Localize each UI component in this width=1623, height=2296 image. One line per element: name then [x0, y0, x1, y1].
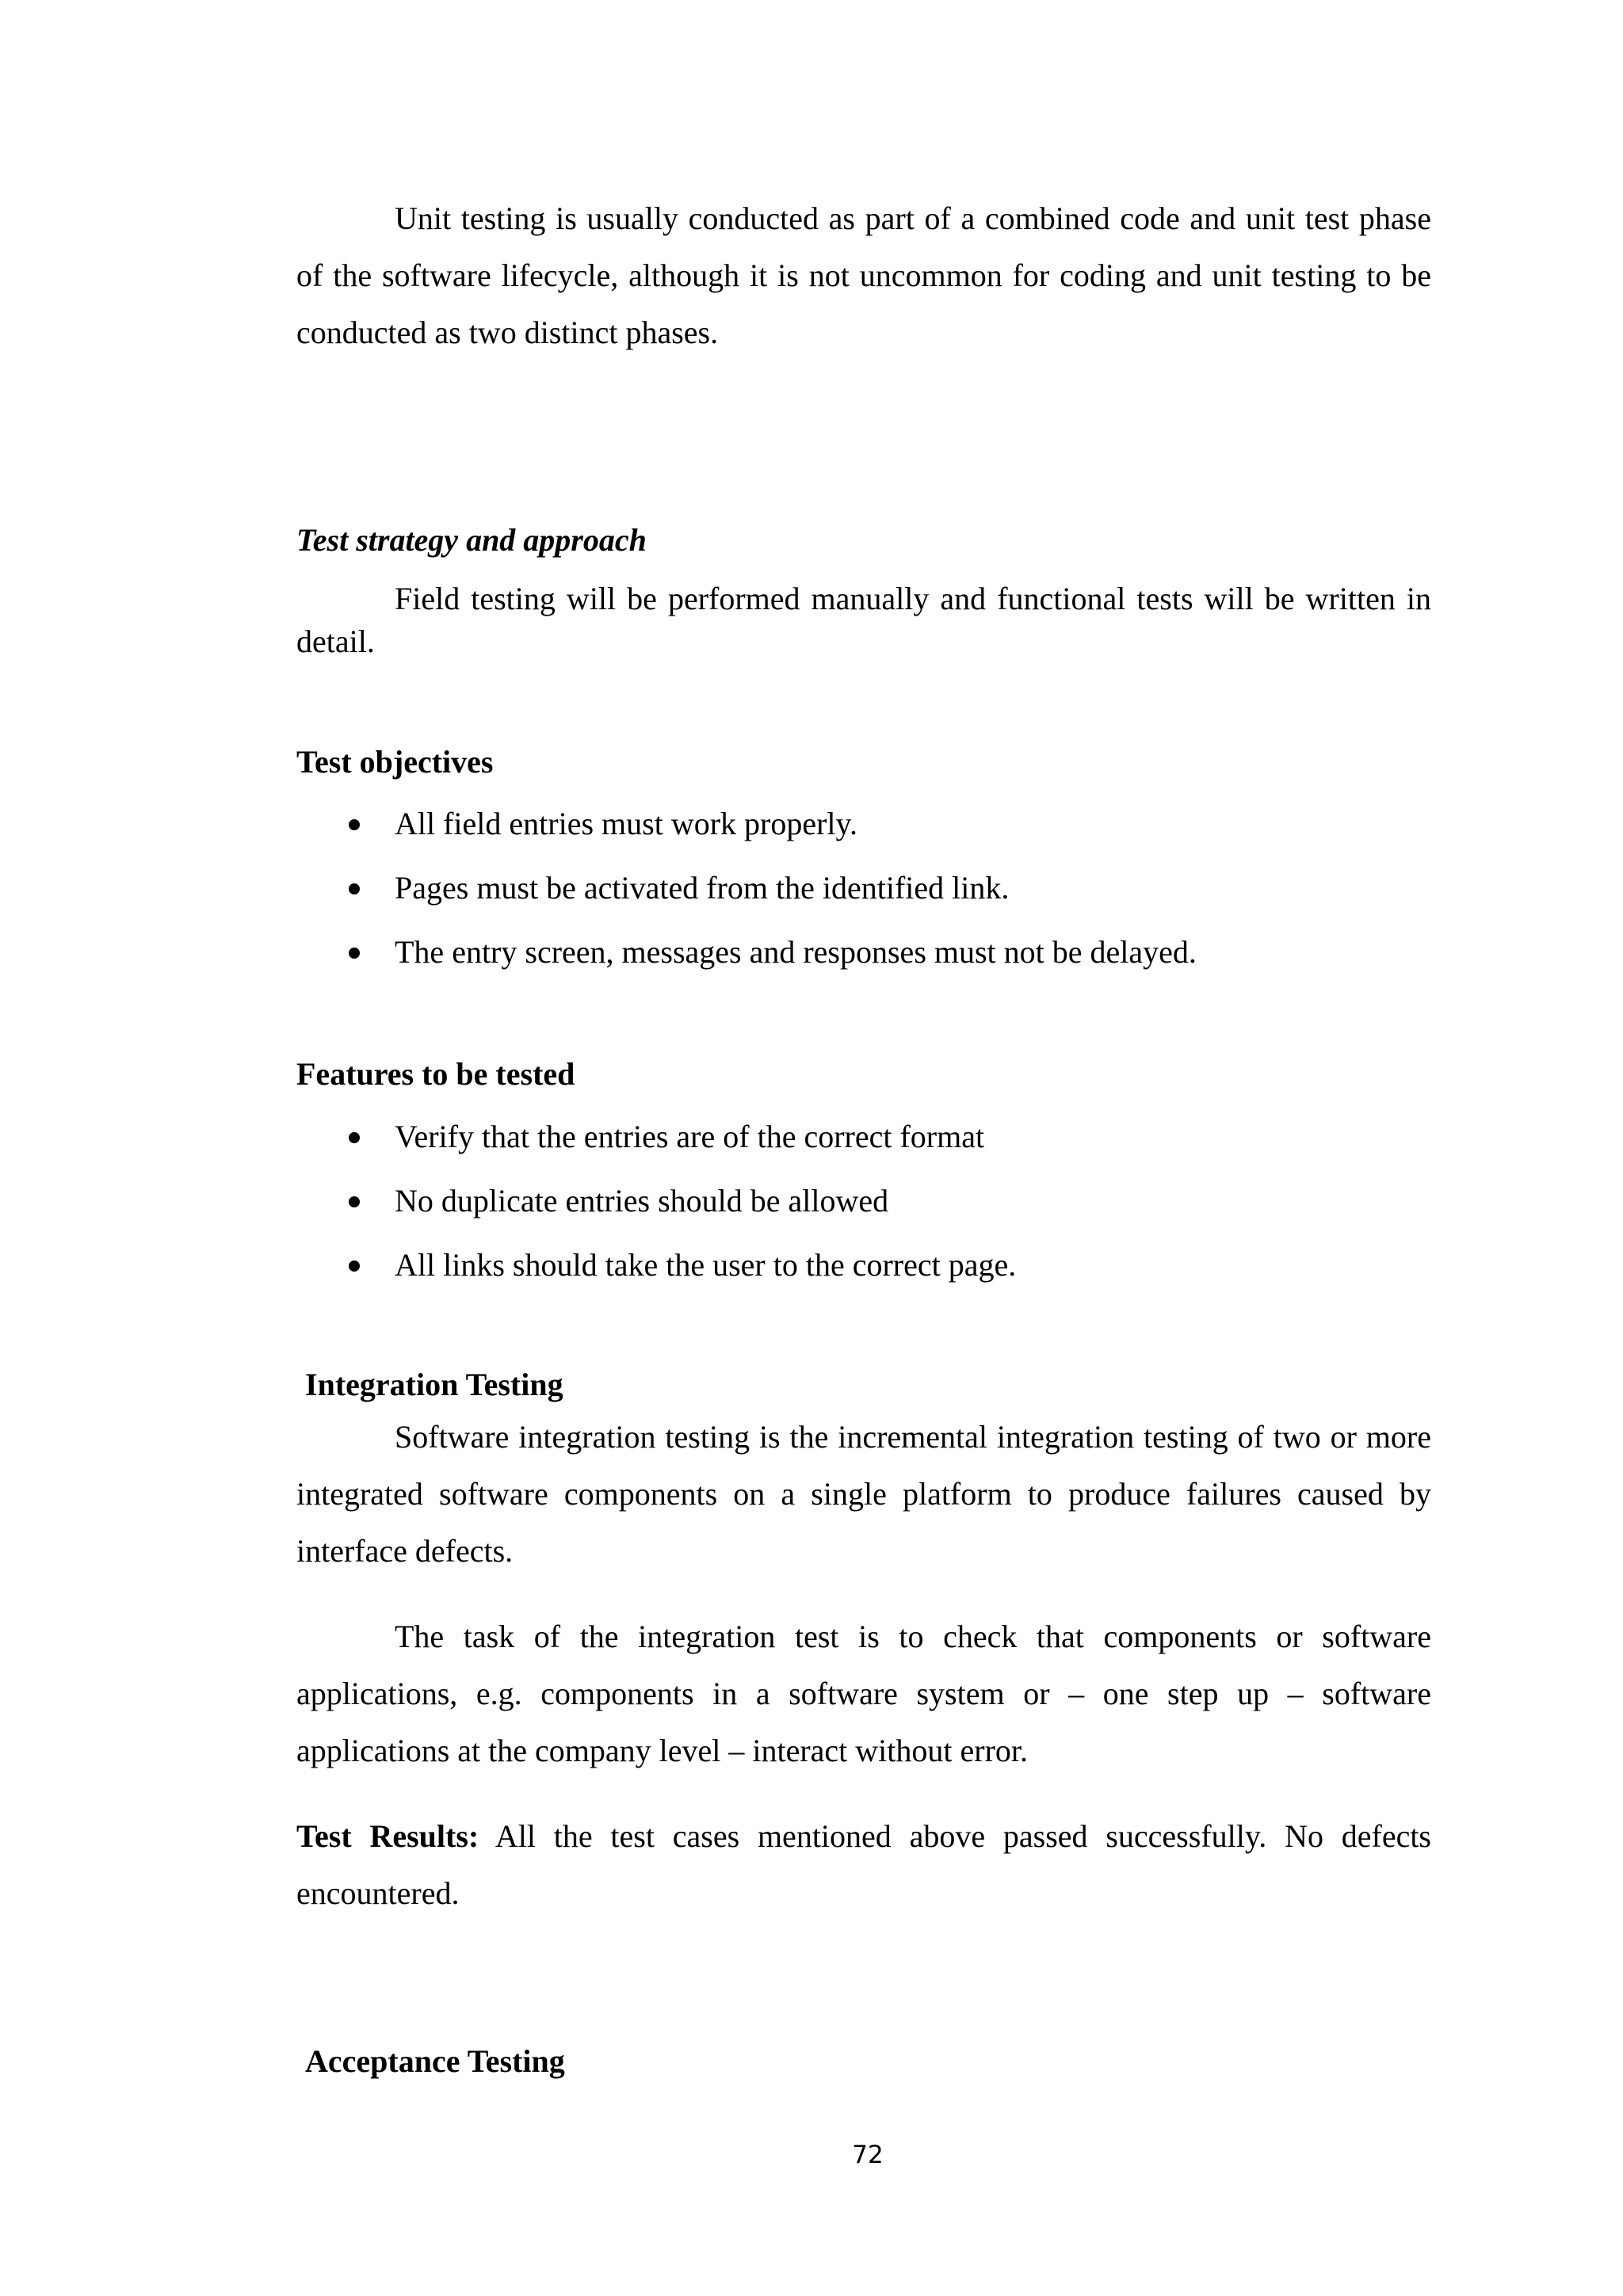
heading-acceptance-testing: Acceptance Testing [305, 2043, 565, 2079]
list-item [296, 805, 1431, 869]
heading-test-objectives: Test objectives [296, 744, 494, 780]
features-list [296, 1118, 1431, 1310]
page-number: 72 [852, 2141, 884, 2169]
list-item-text: No duplicate entries should be allowed [395, 1183, 889, 1219]
bullet-icon [349, 1132, 360, 1143]
bullet-icon [349, 1196, 360, 1207]
test-results-paragraph [296, 1808, 1431, 1922]
test-results-label: Test Results: [296, 1818, 479, 1854]
list-item [296, 1118, 1431, 1182]
list-item [296, 1182, 1431, 1246]
list-item [296, 933, 1431, 997]
list-item-text: Verify that the entries are of the correct format [395, 1119, 985, 1154]
list-item-text: All links should take the user to the correct page. [395, 1247, 1017, 1283]
bullet-icon [349, 883, 360, 894]
heading-test-strategy: Test strategy and approach [296, 522, 647, 558]
list-item-text: The entry screen, messages and responses must not be delayed. [395, 934, 1197, 970]
paragraph-integration-task: The task of the integration test is to check that components or software applications, e.g. components in a software system or – one step up – software applications at the company level – interact without error. [296, 1619, 1431, 1768]
list-item [296, 1246, 1431, 1310]
list-item-text: All field entries must work properly. [395, 806, 857, 841]
list-item-text: Pages must be activated from the identified link. [395, 870, 1010, 906]
paragraph-unit-testing-phase: Unit testing is usually conducted as part of a combined code and unit test phase of the software lifecycle, although it is not uncommon for coding and unit testing to be conducted as two distinct phases. [296, 200, 1431, 350]
bullet-icon [349, 948, 360, 959]
objectives-list [296, 805, 1431, 997]
bullet-icon [349, 1261, 360, 1272]
bullet-icon [349, 819, 360, 830]
heading-integration-testing: Integration Testing [305, 1367, 563, 1402]
test-results-text: All the test cases mentioned above passed successfully. No defects encountered. [296, 1818, 1432, 1911]
paragraph-integration-definition: Software integration testing is the incremental integration testing of two or more integrated software components on a single platform to produce failures caused by interface defects. [296, 1419, 1431, 1569]
heading-features-to-test: Features to be tested [296, 1056, 575, 1092]
list-item [296, 869, 1431, 933]
paragraph-field-testing: Field testing will be performed manually and functional tests will be written in detail. [296, 581, 1431, 659]
